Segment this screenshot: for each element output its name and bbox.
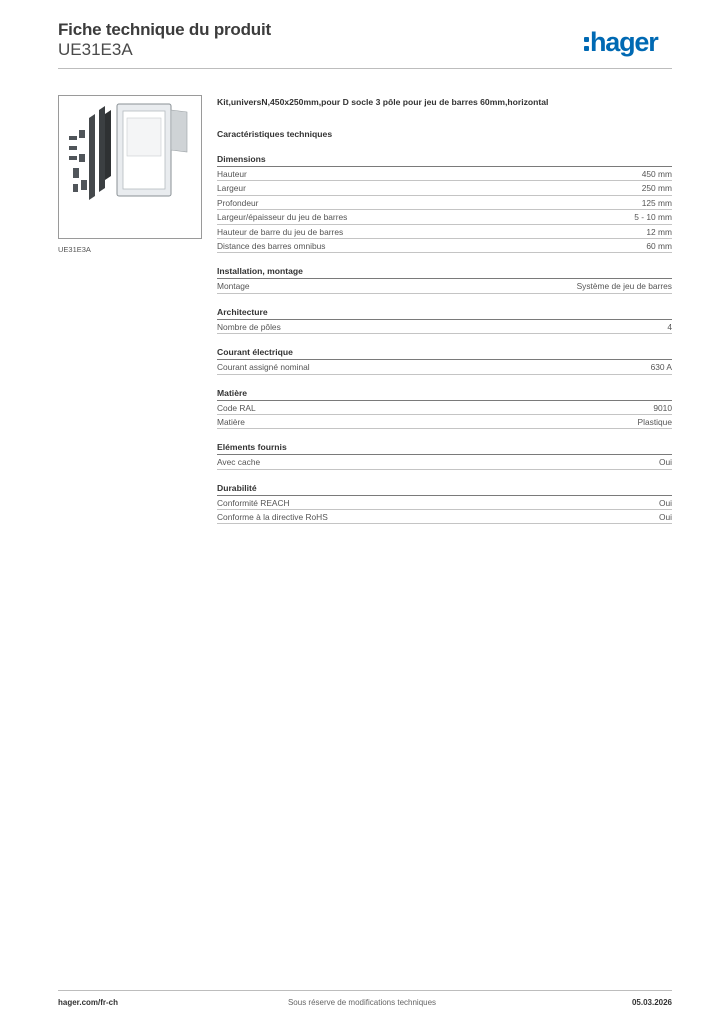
product-details xyxy=(217,96,672,524)
spec-row xyxy=(217,196,672,210)
spec-row xyxy=(217,510,672,524)
spec-section xyxy=(217,388,672,430)
spec-value: Oui xyxy=(658,457,672,468)
spec-section xyxy=(217,154,672,253)
spec-row xyxy=(217,239,672,253)
footer-divider xyxy=(58,990,672,991)
spec-value: 5 - 10 mm xyxy=(634,212,672,223)
spec-row xyxy=(217,415,672,429)
spec-value: 250 mm xyxy=(641,183,672,194)
spec-section xyxy=(217,483,672,525)
spec-row xyxy=(217,496,672,510)
spec-row xyxy=(217,401,672,415)
spec-section xyxy=(217,266,672,293)
spec-value: Système de jeu de barres xyxy=(576,281,672,292)
spec-label: Largeur/épaisseur du jeu de barres xyxy=(217,212,348,223)
product-image xyxy=(58,95,202,239)
spec-row xyxy=(217,167,672,181)
spec-value: 125 mm xyxy=(641,197,672,208)
spec-label: Nombre de pôles xyxy=(217,321,281,332)
spec-value: 9010 xyxy=(653,402,672,413)
header-divider xyxy=(58,68,672,69)
spec-section xyxy=(217,307,672,334)
spec-section xyxy=(217,347,672,374)
product-kit-illustration xyxy=(59,96,201,238)
footer-date: 05.03.2026 xyxy=(631,998,672,1007)
technical-characteristics-heading: Caractéristiques techniques xyxy=(217,129,333,139)
spec-value: Oui xyxy=(658,497,672,508)
section-title: Durabilité xyxy=(217,483,672,496)
product-description: Kit,universN,450x250mm,pour D socle 3 pôle pour jeu de barres 60mm,horizontal xyxy=(217,97,549,107)
spec-sections xyxy=(217,154,672,524)
footer-disclaimer: Sous réserve de modifications techniques xyxy=(287,998,437,1007)
spec-label: Hauteur de barre du jeu de barres xyxy=(217,226,344,237)
section-title: Dimensions xyxy=(217,154,672,167)
spec-section xyxy=(217,442,672,469)
spec-row xyxy=(217,455,672,469)
spec-label: Conformité REACH xyxy=(217,497,290,508)
spec-row xyxy=(217,210,672,224)
spec-row xyxy=(217,360,672,374)
spec-row xyxy=(217,225,672,239)
page-title: Fiche technique du produit xyxy=(58,20,271,39)
product-reference: UE31E3A xyxy=(58,40,133,59)
image-caption: UE31E3A xyxy=(58,245,91,254)
spec-label: Conforme à la directive RoHS xyxy=(217,512,328,523)
section-title: Installation, montage xyxy=(217,266,672,279)
spec-row xyxy=(217,320,672,334)
section-title: Eléments fournis xyxy=(217,442,672,455)
section-title: Matière xyxy=(217,388,672,401)
hager-logo[interactable]: hager xyxy=(590,27,658,57)
section-title: Courant électrique xyxy=(217,347,672,360)
spec-label: Avec cache xyxy=(217,457,261,468)
spec-label: Matière xyxy=(217,416,245,427)
spec-label: Profondeur xyxy=(217,197,259,208)
spec-row xyxy=(217,181,672,195)
spec-label: Distance des barres omnibus xyxy=(217,240,326,251)
spec-label: Courant assigné nominal xyxy=(217,362,310,373)
spec-value: 4 xyxy=(667,321,672,332)
section-title: Architecture xyxy=(217,307,672,320)
spec-value: 630 A xyxy=(650,362,672,373)
footer-website-link[interactable]: hager.com/fr-ch xyxy=(58,998,119,1007)
spec-label: Hauteur xyxy=(217,169,247,179)
spec-label: Montage xyxy=(217,281,250,292)
spec-label: Largeur xyxy=(217,183,246,194)
spec-value: Oui xyxy=(658,512,672,523)
spec-value: Plastique xyxy=(637,416,672,427)
spec-value: 450 mm xyxy=(641,169,672,179)
spec-value: 12 mm xyxy=(646,226,672,237)
spec-value: 60 mm xyxy=(646,240,672,251)
spec-label: Code RAL xyxy=(217,402,256,413)
spec-row xyxy=(217,279,672,293)
